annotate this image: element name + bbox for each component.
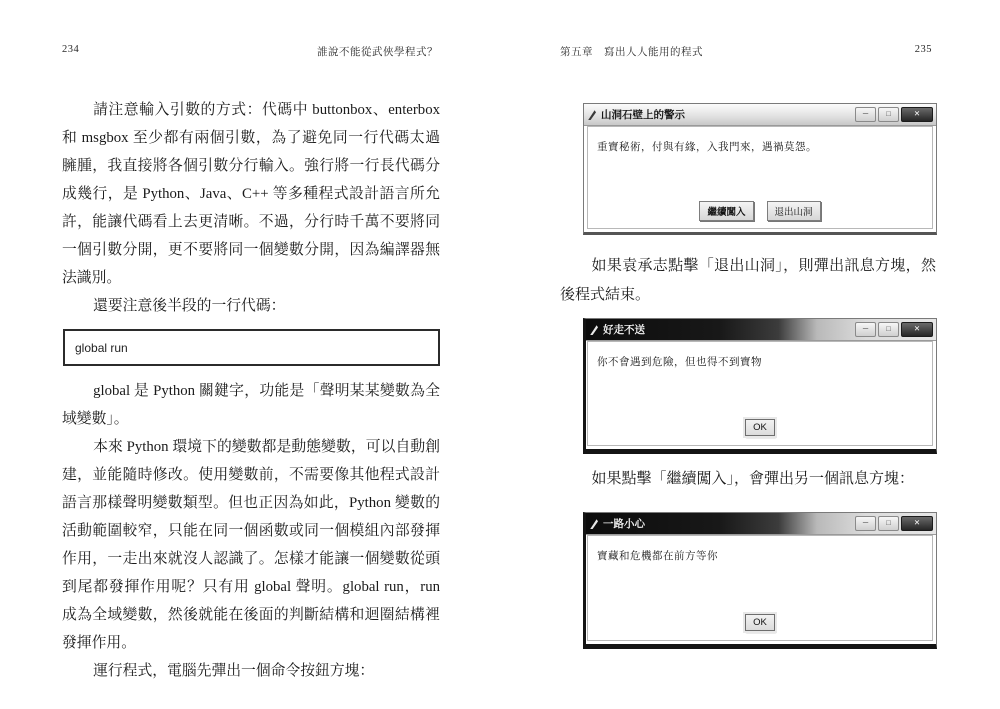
code-box (63, 329, 440, 366)
close-button[interactable]: ✕ (901, 322, 933, 337)
dialog-content (587, 341, 933, 446)
exit-cave-button[interactable]: 退出山洞 (767, 201, 821, 221)
body-paragraph: 如果袁承志點擊「退出山洞」，則彈出訊息方塊，然後程式結束。 (560, 258, 936, 303)
body-paragraph: 運行程式，電腦先彈出一個命令按鈕方塊： (93, 663, 375, 679)
code-text: global run (75, 340, 128, 355)
dialog-message: 寶藏和危機都在前方等你 (597, 550, 718, 562)
dialog-button-row (588, 614, 932, 631)
body-paragraph: 請注意輸入引數的方式：代碼中 buttonbox、enterbox 和 msgbox 至少都有兩個引數，為了避免同一行代碼太過臃腫，我直接將各個引數分行輸入。強行將一行長代碼分成幾行，是 Python、Java、C++ 等多種程式設計語言所允許，能讓代碼看上去更清晰。不過，分行時千萬不要將同一個引數分開，更不要將同一個變數分開，因為編譯器無法識別。 (62, 102, 440, 286)
ok-button[interactable]: OK (745, 614, 775, 631)
dialog-content (587, 535, 933, 641)
body-paragraph: 如果點擊「繼續闖入」，會彈出另一個訊息方塊： (591, 471, 915, 487)
dialog-title: 一路小心 (603, 518, 645, 530)
maximize-button[interactable]: □ (878, 107, 899, 122)
dialog-message: 重寶秘術，付與有緣，入我門來，遇禍莫怨。 (597, 141, 817, 153)
continue-enter-button[interactable]: 繼續闖入 (699, 201, 753, 221)
body-paragraph: global 是 Python 關鍵字，功能是「聲明某某變數為全域變數」。 (62, 383, 440, 427)
maximize-button[interactable]: □ (878, 516, 899, 531)
dialog-titlebar[interactable] (584, 104, 936, 126)
left-page-header (62, 44, 438, 59)
maximize-button[interactable]: □ (878, 322, 899, 337)
dialog-message: 你不會遇到危險，但也得不到寶物 (597, 356, 762, 368)
dialog-content (587, 126, 933, 229)
body-paragraph: 本來 Python 環境下的變數都是動態變數，可以自動創建，並能隨時修改。使用變數前，不需要像其他程式設計語言那樣聲明變數類型。但也正因為如此，Python 變數的活動範圍較窄，只能在同一個函數或同一個模組內部發揮作用，一走出來就沒人認識了。怎樣才能讓一個變數從頭到尾都發揮作用呢？只有用 global 聲明。global run，run 成為全域變數，然後就能在後面的判斷結構和迴圈結構裡發揮作用。 (62, 439, 440, 651)
running-title: 第五章 寫出人人能用的程式 (560, 47, 703, 58)
left-page-body (62, 96, 440, 685)
ok-button[interactable]: OK (745, 419, 775, 436)
window-controls (855, 516, 933, 531)
dialog-cave-warning (583, 103, 937, 235)
dialog-button-row (588, 201, 932, 221)
quill-icon (589, 518, 599, 530)
dialog-ahead-warning (583, 512, 937, 649)
close-button[interactable]: ✕ (901, 107, 933, 122)
dialog-title: 山洞石壁上的警示 (601, 109, 685, 121)
minimize-button[interactable]: ─ (855, 516, 876, 531)
page-number: 234 (62, 44, 80, 55)
quill-icon (589, 324, 599, 336)
running-title: 誰說不能從武俠學程式？ (317, 47, 438, 58)
dialog-titlebar[interactable] (586, 319, 936, 341)
dialog-titlebar[interactable] (586, 513, 936, 535)
dialog-farewell (583, 318, 937, 454)
minimize-button[interactable]: ─ (855, 107, 876, 122)
quill-icon (587, 109, 597, 121)
close-button[interactable]: ✕ (901, 516, 933, 531)
dialog-title: 好走不送 (603, 324, 645, 336)
minimize-button[interactable]: ─ (855, 322, 876, 337)
dialog-button-row (588, 419, 932, 436)
window-controls (855, 107, 933, 122)
body-paragraph: 還要注意後半段的一行代碼： (93, 298, 286, 314)
page-number: 235 (914, 44, 932, 55)
window-controls (855, 322, 933, 337)
right-page-header (560, 44, 932, 59)
